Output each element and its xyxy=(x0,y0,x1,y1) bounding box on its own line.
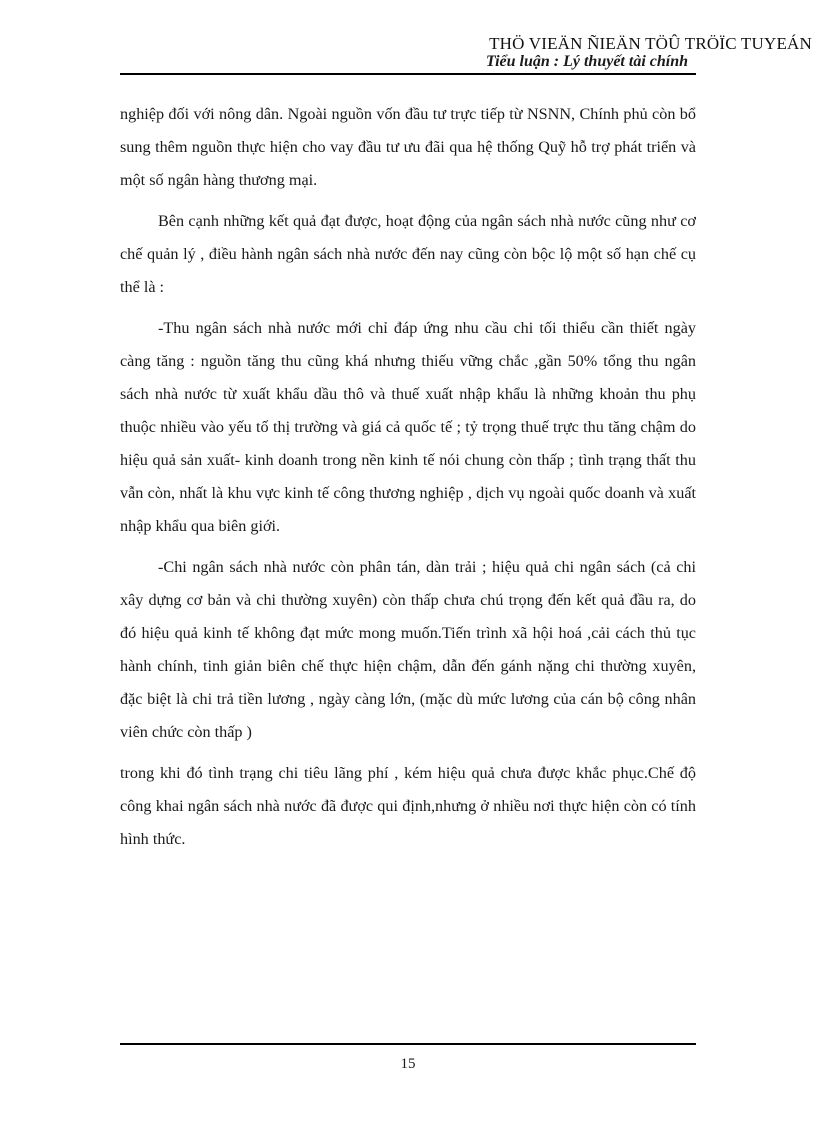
header-title: Tiểu luận : Lý thuyết tài chính xyxy=(485,53,688,70)
paragraph-2: Bên cạnh những kết quả đạt được, hoạt động của ngân sách nhà nước cũng như cơ chế quản lý , điều hành ngân sách nhà nước đến nay cũng còn bộc lộ một số hạn chế cụ thể là : xyxy=(120,212,696,296)
header-rule xyxy=(120,73,696,75)
watermark-text: THÖ VIEÄN ÑIEÄN TÖÛ TRÖÏC TUYEÁN xyxy=(489,34,812,53)
paragraph-5: trong khi đó tình trạng chi tiêu lãng phí , kém hiệu quả chưa được khắc phục.Chế độ công khai ngân sách nhà nước đã được qui định,nhưng ở nhiều nơi thực hiện còn có tính hình thức. xyxy=(120,764,696,848)
paragraph-3: -Thu ngân sách nhà nước mới chỉ đáp ứng nhu cầu chi tối thiểu cần thiết ngày càng tăng : nguồn tăng thu cũng khá nhưng thiếu vững chắc ,gần 50% tổng thu ngân sách nhà nước từ xuất khẩu dầu thô và thuế xuất nhập khẩu là những khoản thu phụ thuộc nhiều vào yếu tố thị trường và giá cả quốc tế ; tỷ trọng thuế trực thu tăng chậm do hiệu quả sản xuất- kinh doanh trong nền kinh tế nói chung còn thấp ; tình trạng thất thu vẫn còn, nhất là khu vực kinh tế công thương nghiệp , dịch vụ ngoài quốc doanh và xuất nhập khẩu qua biên giới. xyxy=(120,319,696,535)
paragraph-1: nghiệp đối với nông dân. Ngoài nguồn vốn đầu tư trực tiếp từ NSNN, Chính phủ còn bổ sung thêm nguồn thực hiện cho vay đầu tư ưu đãi qua hệ thống Quỹ hỗ trợ phát triển và một số ngân hàng thương mại. xyxy=(120,105,696,189)
footer-rule xyxy=(120,1043,696,1045)
page-number: 15 xyxy=(400,1056,416,1072)
body-text xyxy=(120,98,696,864)
paragraph-4: -Chi ngân sách nhà nước còn phân tán, dàn trải ; hiệu quả chi ngân sách (cả chi xây dựng cơ bản và chi thường xuyên) còn thấp chưa chú trọng đến kết quả đầu ra, do đó hiệu quả kinh tế không đạt mức mong muốn.Tiến trình xã hội hoá ,cải cách thủ tục hành chính, tinh giản biên chế thực hiện chậm, dẫn đến gánh nặng chi thường xuyên, đặc biệt là chi trả tiền lương , ngày càng lớn, (mặc dù mức lương của cán bộ công nhân viên chức còn thấp ) xyxy=(120,558,696,741)
